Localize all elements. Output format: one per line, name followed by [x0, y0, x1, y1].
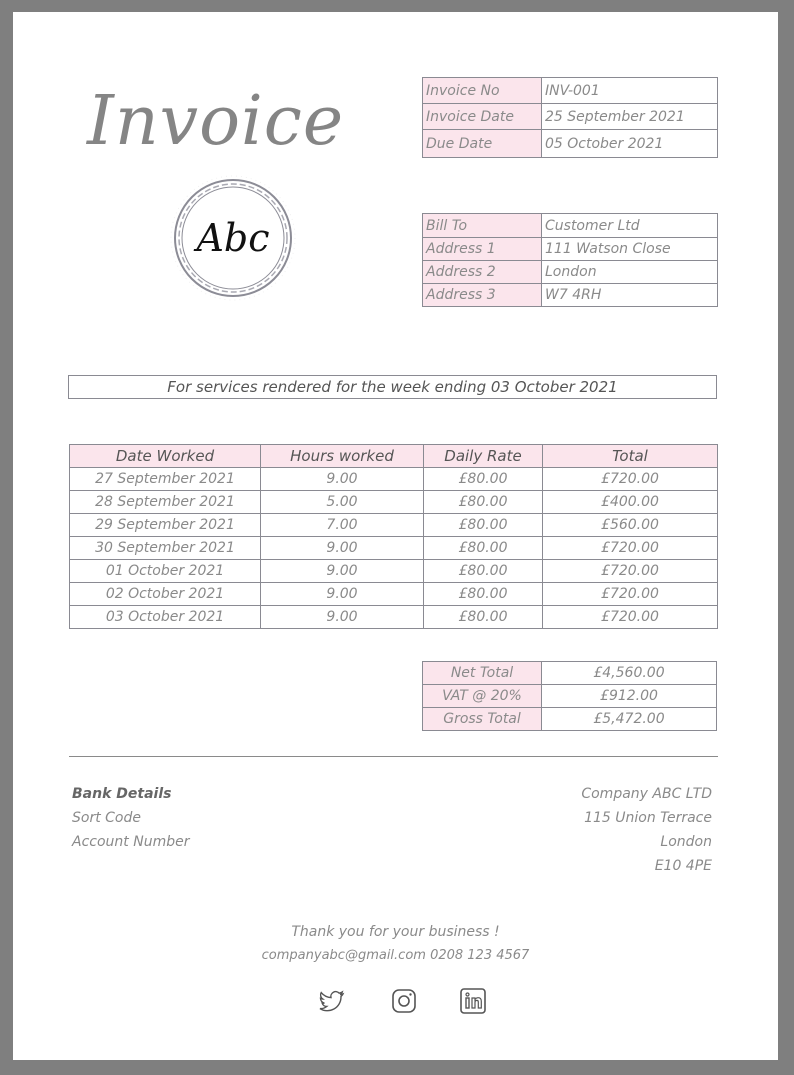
due-date-value: 05 October 2021 [542, 130, 718, 158]
total-cell: £720.00 [543, 583, 718, 606]
logo-text: Abc [196, 216, 270, 260]
net-total-value: £4,560.00 [542, 662, 717, 685]
rate-cell: £80.00 [424, 537, 543, 560]
vat-value: £912.00 [542, 685, 717, 708]
invoice-no-value: INV-001 [542, 78, 718, 104]
table-row [70, 537, 718, 560]
date-cell: 29 September 2021 [70, 514, 261, 537]
twitter-icon[interactable] [317, 986, 347, 1016]
table-row [70, 491, 718, 514]
company-postcode: E10 4PE [654, 858, 712, 874]
hours-cell: 7.00 [261, 514, 424, 537]
date-cell: 03 October 2021 [70, 606, 261, 629]
invoice-no-label: Invoice No [423, 78, 542, 104]
invoice-date-label: Invoice Date [423, 104, 542, 130]
page-title: Invoice [87, 82, 345, 161]
rate-cell: £80.00 [424, 468, 543, 491]
company-city: London [660, 834, 712, 850]
total-cell: £560.00 [543, 514, 718, 537]
column-header: Hours worked [261, 445, 424, 468]
total-cell: £720.00 [543, 537, 718, 560]
total-cell: £720.00 [543, 468, 718, 491]
table-row [423, 708, 717, 731]
linkedin-icon[interactable] [458, 986, 488, 1016]
table-row [423, 78, 718, 104]
date-cell: 02 October 2021 [70, 583, 261, 606]
table-row [423, 130, 718, 158]
hours-cell: 9.00 [261, 583, 424, 606]
services-note: For services rendered for the week ending 03 October 2021 [68, 375, 717, 399]
hours-cell: 9.00 [261, 468, 424, 491]
table-header-row [70, 445, 718, 468]
total-cell: £720.00 [543, 606, 718, 629]
work-table [69, 444, 718, 629]
table-row [70, 468, 718, 491]
invoice-meta-table [422, 77, 718, 158]
table-row [423, 261, 718, 284]
hours-cell: 9.00 [261, 537, 424, 560]
column-header: Date Worked [70, 445, 261, 468]
date-cell: 30 September 2021 [70, 537, 261, 560]
gross-total-label: Gross Total [423, 708, 542, 731]
company-name: Company ABC LTD [581, 786, 712, 802]
bill-to-value: Customer Ltd [542, 214, 718, 238]
address-1-label: Address 1 [423, 238, 542, 261]
table-row [423, 685, 717, 708]
rate-cell: £80.00 [424, 583, 543, 606]
company-logo [153, 174, 313, 302]
table-row [70, 583, 718, 606]
table-row [70, 514, 718, 537]
date-cell: 28 September 2021 [70, 491, 261, 514]
due-date-label: Due Date [423, 130, 542, 158]
invoice-date-value: 25 September 2021 [542, 104, 718, 130]
bill-to-label: Bill To [423, 214, 542, 238]
bill-to-table [422, 213, 718, 307]
rate-cell: £80.00 [424, 606, 543, 629]
date-cell: 01 October 2021 [70, 560, 261, 583]
column-header: Daily Rate [424, 445, 543, 468]
hours-cell: 9.00 [261, 606, 424, 629]
invoice-page [13, 12, 778, 1060]
address-2-value: London [542, 261, 718, 284]
thank-you-note: Thank you for your business ! [291, 924, 500, 940]
table-row [423, 214, 718, 238]
address-3-value: W7 4RH [542, 284, 718, 307]
table-row [423, 284, 718, 307]
bank-details [72, 782, 189, 854]
sort-code-label: Sort Code [72, 810, 141, 826]
total-cell: £720.00 [543, 560, 718, 583]
table-row [423, 238, 718, 261]
column-header: Total [543, 445, 718, 468]
rate-cell: £80.00 [424, 560, 543, 583]
vat-label: VAT @ 20% [423, 685, 542, 708]
table-row [70, 606, 718, 629]
rate-cell: £80.00 [424, 514, 543, 537]
net-total-label: Net Total [423, 662, 542, 685]
address-1-value: 111 Watson Close [542, 238, 718, 261]
totals-table [422, 661, 717, 731]
contact-line: companyabc@gmail.com 0208 123 4567 [261, 948, 530, 963]
table-row [70, 560, 718, 583]
hours-cell: 5.00 [261, 491, 424, 514]
gross-total-value: £5,472.00 [542, 708, 717, 731]
date-cell: 27 September 2021 [70, 468, 261, 491]
table-row [423, 104, 718, 130]
hours-cell: 9.00 [261, 560, 424, 583]
address-2-label: Address 2 [423, 261, 542, 284]
divider [69, 756, 718, 757]
bank-details-heading: Bank Details [72, 786, 172, 802]
company-street: 115 Union Terrace [584, 810, 712, 826]
rate-cell: £80.00 [424, 491, 543, 514]
company-address [581, 782, 712, 878]
account-number-label: Account Number [72, 834, 190, 850]
total-cell: £400.00 [543, 491, 718, 514]
instagram-icon[interactable] [389, 986, 419, 1016]
table-row [423, 662, 717, 685]
address-3-label: Address 3 [423, 284, 542, 307]
